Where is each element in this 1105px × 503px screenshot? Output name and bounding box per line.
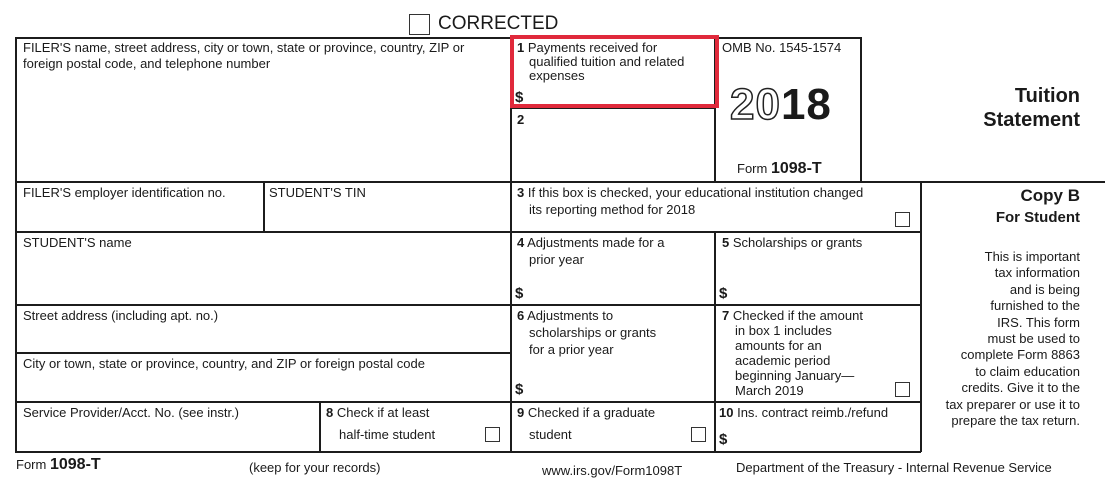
box4-number: 4 [517, 235, 525, 250]
box3-label [517, 185, 863, 201]
box4-label-line2: prior year [529, 252, 584, 267]
box4-amount-field[interactable] [530, 280, 710, 302]
box3-label-line1: If this box is checked, your educational institution changed [527, 185, 864, 200]
omb-form-name [737, 161, 822, 177]
service-provider-field[interactable] [17, 422, 317, 450]
box3-number: 3 [517, 185, 525, 200]
footer-form-id: 1098-T [49, 456, 101, 473]
box6-label-line3: for a prior year [529, 342, 614, 357]
copy-b-note-line: to claim education [975, 363, 1080, 379]
box7-label-line4: academic period [735, 353, 831, 368]
student-name-label: STUDENT'S name [23, 235, 132, 250]
ein-field[interactable] [17, 202, 261, 230]
line-row5-top [15, 401, 921, 403]
box7-label-line1: Checked if the amount [732, 308, 863, 323]
footer-url[interactable]: www.irs.gov/Form1098T [542, 463, 683, 478]
omb-form-id: 1098-T [770, 160, 822, 177]
box5-label [722, 235, 862, 251]
form-title-line2: Statement [983, 109, 1080, 131]
box3-label-line2: its reporting method for 2018 [529, 202, 696, 217]
filer-label-line2: foreign postal code, and telephone number [23, 56, 271, 71]
box5-number: 5 [722, 235, 730, 250]
tax-year [730, 80, 832, 130]
omb-number: OMB No. 1545-1574 [722, 40, 842, 55]
copy-b-note-line: tax preparer or use it to [945, 396, 1080, 412]
box10-dollar-sign: $ [719, 431, 728, 448]
box9-label [517, 405, 655, 421]
box8-label [326, 405, 429, 421]
box1-highlight-frame [510, 35, 719, 108]
box7-label [722, 308, 863, 323]
box4-dollar-sign: $ [515, 285, 524, 302]
box5-dollar-sign: $ [719, 285, 728, 302]
box10-amount-field[interactable] [734, 426, 916, 448]
box6-amount-field[interactable] [530, 376, 710, 398]
copy-b-note-line: IRS. This form [997, 314, 1080, 330]
copy-b-note-line: and is being [1009, 281, 1080, 297]
box1-label-line3: expenses [529, 68, 585, 83]
copy-b-note [946, 249, 1080, 429]
line-row2-top [15, 181, 1105, 183]
box6-dollar-sign: $ [515, 381, 524, 398]
box7-label-line6: March 2019 [735, 383, 804, 398]
tax-year-outline-digits: 20 [730, 80, 781, 129]
box1-number: 1 [517, 40, 525, 55]
box5-amount-field[interactable] [734, 280, 916, 302]
footer-keep-note: (keep for your records) [249, 460, 381, 475]
box10-number: 10 [719, 405, 734, 420]
street-label: Street address (including apt. no.) [23, 308, 219, 323]
box7-label-line5: beginning January— [735, 368, 855, 383]
box7-number: 7 [722, 308, 730, 323]
box6-label-line2: scholarships or grants [529, 325, 657, 340]
box10-label-text: Ins. contract reimb./refund [737, 405, 889, 420]
box7-label-line3: amounts for an [735, 338, 822, 353]
copy-b-note-line: tax information [994, 265, 1080, 281]
form-title-line1: Tuition [1014, 85, 1080, 107]
footer-form-prefix: Form [16, 457, 47, 472]
box9-number: 9 [517, 405, 525, 420]
box10-label [719, 405, 888, 421]
line-street-city [15, 352, 511, 354]
student-name-field[interactable] [17, 252, 509, 303]
divider-ein-tin [263, 181, 265, 231]
box8-label-line1: Check if at least [336, 405, 430, 420]
omb-form-prefix: Form [737, 161, 768, 176]
box1-label-line2: qualified tuition and related [529, 54, 685, 69]
service-provider-label: Service Provider/Acct. No. (see instr.) [23, 405, 240, 420]
ein-label: FILER'S employer identification no. [23, 185, 226, 200]
box9-label-line1: Checked if a graduate [527, 405, 656, 420]
copy-b-note-line: This is important [984, 249, 1080, 264]
divider-copyb [920, 181, 922, 452]
box3-checkbox[interactable] [895, 212, 910, 227]
box4-label [517, 235, 664, 251]
tin-field[interactable] [266, 202, 508, 230]
tax-year-solid-digits: 18 [780, 80, 832, 129]
copy-b-note-line: furnished to the [990, 298, 1080, 314]
corrected-label: CORRECTED [438, 13, 559, 34]
box2-number: 2 [517, 112, 525, 127]
box5-label-text: Scholarships or grants [732, 235, 863, 250]
divider-box4-box5 [714, 231, 716, 452]
city-label: City or town, state or province, country, and ZIP or foreign postal code [23, 356, 425, 371]
copy-b-subtitle: For Student [995, 209, 1080, 226]
divider-omb-title [860, 37, 862, 182]
form-top-border [15, 37, 861, 39]
copy-b-note-line: must be used to [987, 331, 1080, 347]
box8-checkbox[interactable] [485, 427, 500, 442]
box6-number: 6 [517, 308, 525, 323]
box8-number: 8 [326, 405, 334, 420]
divider-service-box8 [319, 401, 321, 452]
box9-label-line2: student [529, 427, 572, 442]
box7-checkbox[interactable] [895, 382, 910, 397]
copy-b-note-line: complete Form 8863 [960, 347, 1080, 363]
box2-label [517, 112, 524, 128]
box6-label-line1: Adjustments to [527, 308, 614, 323]
box1-label-line1: Payments received for [527, 40, 658, 55]
box8-label-line2: half-time student [339, 427, 436, 442]
footer-department: Department of the Treasury - Internal Revenue Service [736, 460, 1052, 475]
copy-b-title: Copy B [1020, 186, 1080, 205]
box1-dollar-sign: $ [515, 89, 524, 106]
copy-b-note-line: credits. Give it to the [961, 380, 1080, 396]
city-field[interactable] [17, 373, 509, 400]
box9-checkbox[interactable] [691, 427, 706, 442]
box2-field[interactable] [512, 130, 712, 180]
footer-form-name [16, 457, 101, 473]
filer-label: FILER'S name, street address, city or town, state or province, country, ZIP or [23, 40, 465, 55]
box6-label [517, 308, 613, 324]
filer-info-field[interactable] [17, 74, 509, 180]
tin-label: STUDENT'S TIN [269, 185, 366, 200]
form-bottom-border [15, 451, 921, 453]
box7-label-line2: in box 1 includes [735, 323, 832, 338]
copy-b-note-line: prepare the tax return. [951, 413, 1080, 429]
line-row4-top [15, 304, 921, 306]
street-field[interactable] [17, 325, 509, 351]
box4-label-line1: Adjustments made for a [527, 235, 665, 250]
line-row3-top [15, 231, 921, 233]
corrected-checkbox[interactable] [409, 14, 430, 35]
